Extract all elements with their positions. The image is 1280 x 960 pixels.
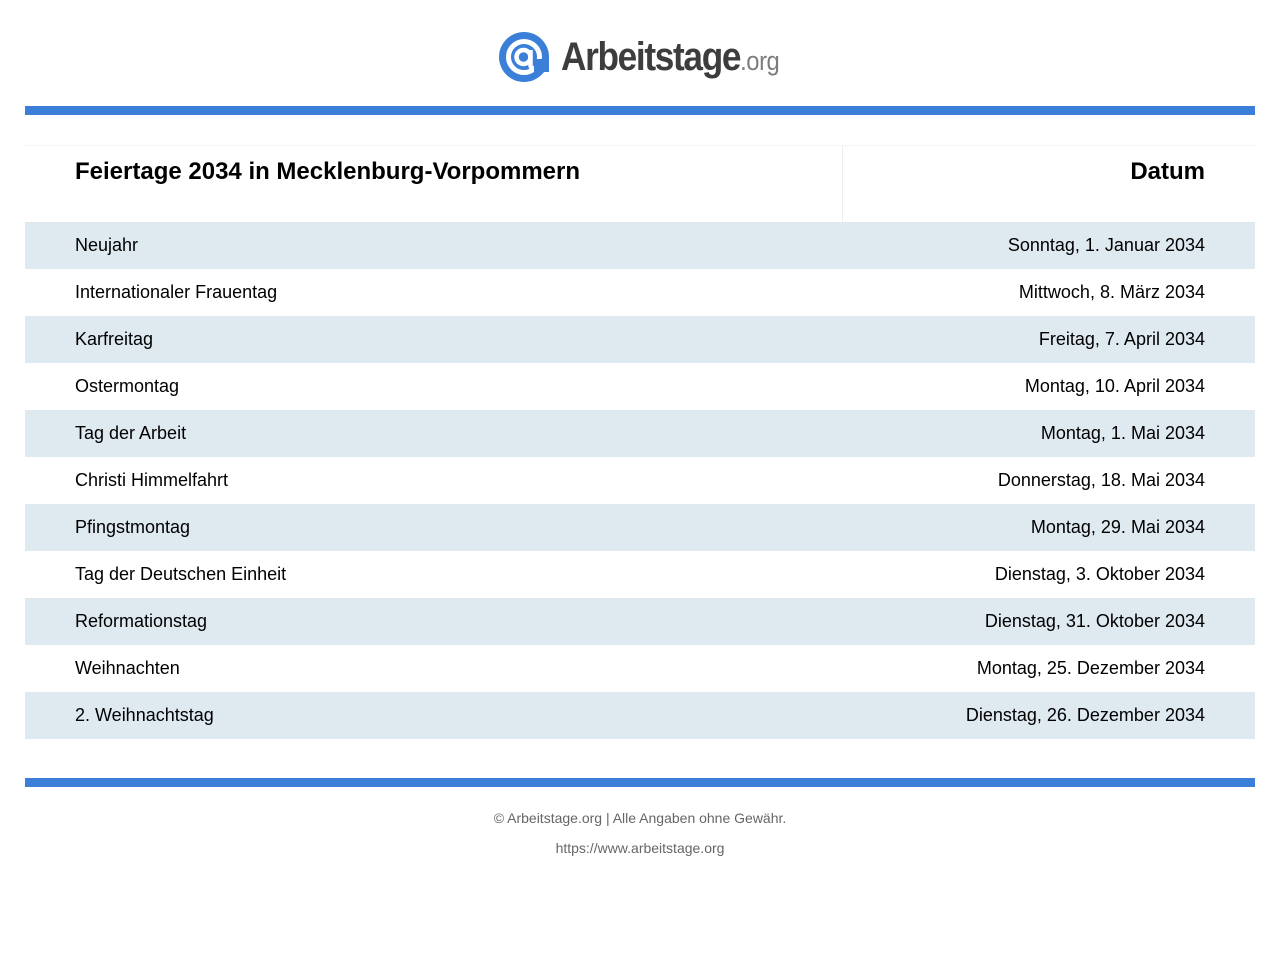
footer-url-link[interactable]: https://www.arbeitstage.org [555,840,725,856]
top-divider [25,106,1255,115]
holiday-name: 2. Weihnachtstag [75,705,214,725]
holiday-date: Donnerstag, 18. Mai 2034 [997,470,1205,490]
holiday-date: Montag, 1. Mai 2034 [1040,423,1205,443]
table-row [25,504,1255,551]
holiday-date: Sonntag, 1. Januar 2034 [1007,235,1205,255]
brand-tld: .org [740,46,780,76]
holiday-date: Montag, 10. April 2034 [1024,376,1205,396]
holiday-name: Tag der Deutschen Einheit [75,564,287,584]
at-sign-logo-icon [499,32,549,82]
footer-copyright: © Arbeitstage.org | Alle Angaben ohne Gewähr. [493,810,787,826]
table-row [25,645,1255,692]
holiday-name: Internationaler Frauentag [75,282,278,302]
brand-name-main: Arbeitstage [560,35,741,79]
table-row [25,551,1255,598]
table-row [25,363,1255,410]
brand-name [561,37,779,77]
table-row [25,222,1255,269]
holiday-name: Christi Himmelfahrt [75,470,229,490]
table-row [25,692,1255,739]
bottom-divider [25,778,1255,787]
holiday-date: Montag, 29. Mai 2034 [1030,517,1205,537]
table-body [25,222,1255,739]
holiday-date: Mittwoch, 8. März 2034 [1018,282,1205,302]
holiday-name: Reformationstag [75,611,208,631]
footer [0,808,1280,858]
table-row [25,410,1255,457]
header-holiday-name: Feiertage 2034 in Mecklenburg-Vorpommern [25,146,843,222]
holiday-name: Tag der Arbeit [75,423,187,443]
holiday-name: Pfingstmontag [75,517,191,537]
holiday-name: Weihnachten [75,658,180,678]
holiday-name: Karfreitag [75,329,154,349]
header-date: Datum [1130,158,1205,185]
holiday-date: Dienstag, 31. Oktober 2034 [984,611,1205,631]
table-row [25,269,1255,316]
table-row [25,316,1255,363]
holiday-date: Dienstag, 26. Dezember 2034 [965,705,1205,725]
holiday-name: Ostermontag [75,376,180,396]
holiday-date: Dienstag, 3. Oktober 2034 [994,564,1205,584]
holiday-date: Freitag, 7. April 2034 [1038,329,1205,349]
holiday-name: Neujahr [75,235,139,255]
holiday-table [25,145,1255,739]
table-header [25,145,1255,222]
table-row [25,457,1255,504]
holiday-date: Montag, 25. Dezember 2034 [976,658,1205,678]
table-row [25,598,1255,645]
brand-logo[interactable] [0,30,1280,84]
